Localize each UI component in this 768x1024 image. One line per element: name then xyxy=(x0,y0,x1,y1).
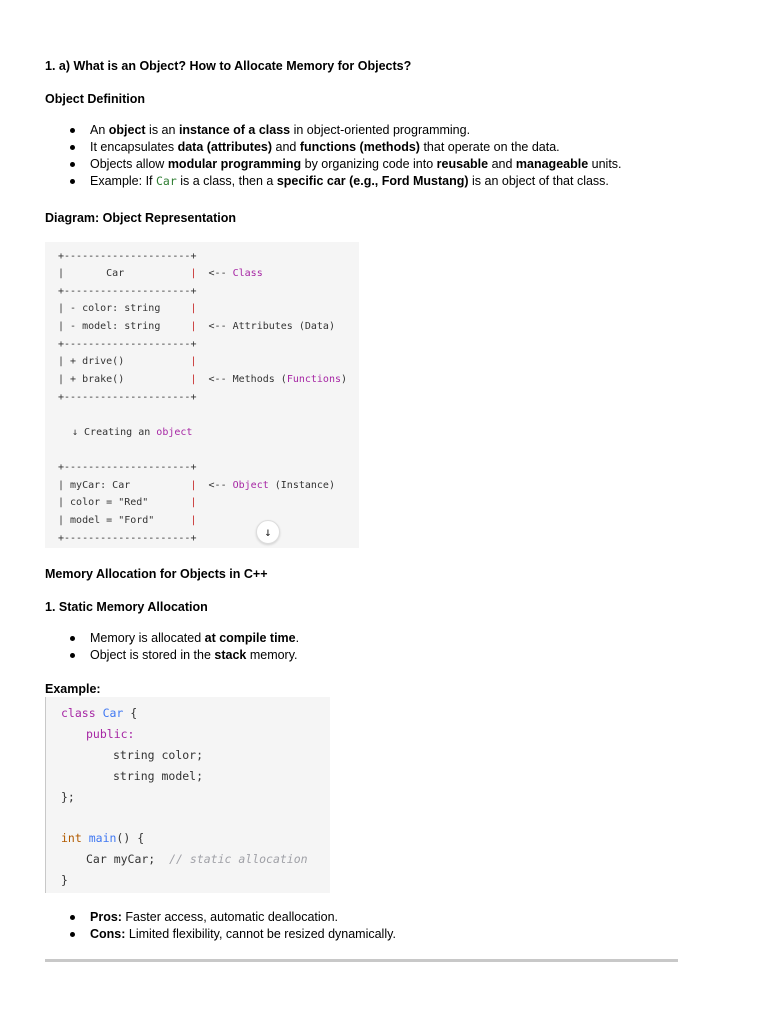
bullet-icon xyxy=(70,636,75,641)
diagram-attr-row: | - model: string | <-- Attributes (Data) xyxy=(58,321,335,332)
code-line: class Car { xyxy=(61,706,138,720)
example-label: Example: xyxy=(45,682,101,696)
object-definition-heading: Object Definition xyxy=(45,92,145,106)
diagram-border: +---------------------+ xyxy=(58,462,197,473)
list-item: An object is an instance of a class in object-oriented programming. xyxy=(45,122,685,139)
diagram-border: +---------------------+ xyxy=(58,339,197,350)
bullet-icon xyxy=(70,162,75,167)
list-item: It encapsulates data (attributes) and functions (methods) that operate on the data. xyxy=(45,139,685,156)
bullet-icon xyxy=(70,915,75,920)
list-item: Objects allow modular programming by organizing code into reusable and manageable units. xyxy=(45,156,685,173)
list-item: Memory is allocated at compile time. xyxy=(45,630,685,647)
diagram-method-row: | + brake() | <-- Methods (Functions) xyxy=(58,374,348,385)
code-line: public: xyxy=(86,727,135,741)
diagram-border: +---------------------+ xyxy=(58,251,197,262)
inline-code: Car xyxy=(156,174,177,188)
page-title: 1. a) What is an Object? How to Allocate Memory for Objects? xyxy=(45,59,412,73)
pros-cons-list xyxy=(45,909,685,943)
diagram-object-row: | model = "Ford" | xyxy=(58,515,197,526)
list-item: Example: If Car is a class, then a specific car (e.g., Ford Mustang) is an object of that class. xyxy=(45,173,685,190)
bullet-icon xyxy=(70,128,75,133)
section-divider xyxy=(45,959,678,962)
diagram-class-row: | Car | <-- Class xyxy=(58,268,263,279)
diagram-object-row: | color = "Red" | xyxy=(58,497,197,508)
memory-allocation-heading: Memory Allocation for Objects in C++ xyxy=(45,567,268,581)
code-line: Car myCar; // static allocation xyxy=(86,852,308,866)
code-line: } xyxy=(61,873,68,887)
bullet-icon xyxy=(70,653,75,658)
scroll-down-icon[interactable]: ↓ xyxy=(256,520,280,544)
bullet-icon xyxy=(70,932,75,937)
list-item: Cons: Limited flexibility, cannot be resized dynamically. xyxy=(45,926,685,943)
code-line: string color; xyxy=(113,748,204,762)
diagram-attr-row: | - color: string | xyxy=(58,303,197,314)
object-diagram-block xyxy=(45,242,359,548)
list-item: Object is stored in the stack memory. xyxy=(45,647,685,664)
object-definition-list xyxy=(45,122,685,190)
code-line: int main() { xyxy=(61,831,145,845)
diagram-border: +---------------------+ xyxy=(58,286,197,297)
diagram-border: +---------------------+ xyxy=(58,392,197,403)
bullet-icon xyxy=(70,179,75,184)
code-block xyxy=(45,697,330,893)
code-line: }; xyxy=(61,790,75,804)
diagram-object-row: | myCar: Car | <-- Object (Instance) xyxy=(58,480,335,491)
diagram-method-row: | + drive() | xyxy=(58,356,197,367)
list-item: Pros: Faster access, automatic deallocation. xyxy=(45,909,685,926)
static-allocation-list xyxy=(45,630,685,664)
diagram-border: +---------------------+ xyxy=(58,533,197,544)
code-line: string model; xyxy=(113,769,204,783)
diagram-heading: Diagram: Object Representation xyxy=(45,211,237,225)
static-allocation-heading: 1. Static Memory Allocation xyxy=(45,600,208,614)
bullet-icon xyxy=(70,145,75,150)
diagram-creating-note: ↓ Creating an object xyxy=(72,427,193,438)
